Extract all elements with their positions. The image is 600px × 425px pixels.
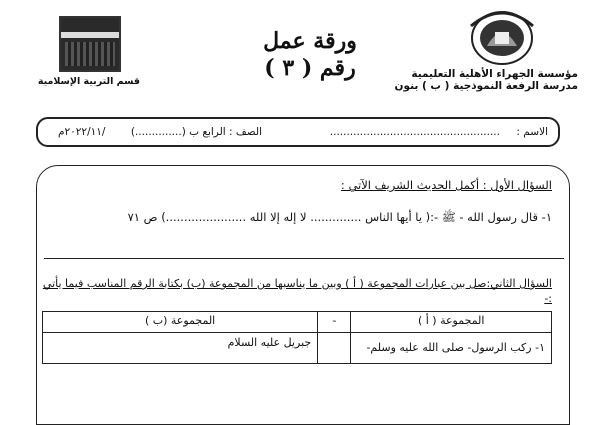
class-field[interactable]: الصف : الرابع ب (..............)	[130, 126, 262, 138]
row-1-group-a: ١- ركب الرسول- صلى الله عليه وسلم-	[351, 333, 552, 364]
department-logo	[37, 16, 140, 87]
column-b-header: المجموعة (ب )	[43, 312, 318, 333]
school-logo	[394, 6, 578, 106]
org-name: مؤسسة الجهراء الأهلية التعليمية	[411, 68, 578, 80]
question-1-text: ١- قال رسول الله - ﷺ -:( يا أيها الناس .............. لا إله إلا الله ......................) ص ٧١	[127, 210, 552, 224]
worksheet-number: رقم ( ٣ )	[264, 55, 356, 81]
column-a-header: المجموعة ( أ )	[351, 312, 552, 333]
kaaba-icon	[59, 16, 121, 72]
question-2-heading: السؤال الثاني:صل بين عبارات المجموعة ( أ ) وبين ما يناسبها من المجموعة (ب) بكتابة الرقم المناسب فيما يأتي	[42, 277, 552, 290]
date-field: /٢٠٢٢/١١م	[58, 126, 106, 138]
school-name: مدرسة الرفعة النموذجية ( ب ) بنون	[394, 80, 578, 92]
column-number-header: -	[318, 312, 351, 333]
questions-frame	[36, 165, 570, 425]
question-1-heading: السؤال الأول : أكمل الحديث الشريف الآتي :	[340, 178, 552, 192]
matching-table	[42, 311, 552, 364]
school-emblem-icon	[457, 6, 547, 68]
section-divider	[44, 258, 564, 259]
worksheet-title-block	[240, 28, 380, 82]
name-field[interactable]: ...................................................	[329, 126, 500, 138]
name-label: الاسم :	[516, 126, 548, 138]
row-1-group-b: جبريل عليه السلام	[43, 333, 318, 364]
table-header-row	[43, 312, 552, 333]
table-row	[43, 333, 552, 364]
row-1-answer-cell[interactable]	[318, 333, 351, 364]
question-2-heading-tail: :-	[544, 292, 552, 305]
page-title: ورقة عمل	[263, 28, 357, 54]
department-name: قسم التربية الإسلامية	[37, 76, 140, 87]
student-info-box	[36, 117, 560, 147]
